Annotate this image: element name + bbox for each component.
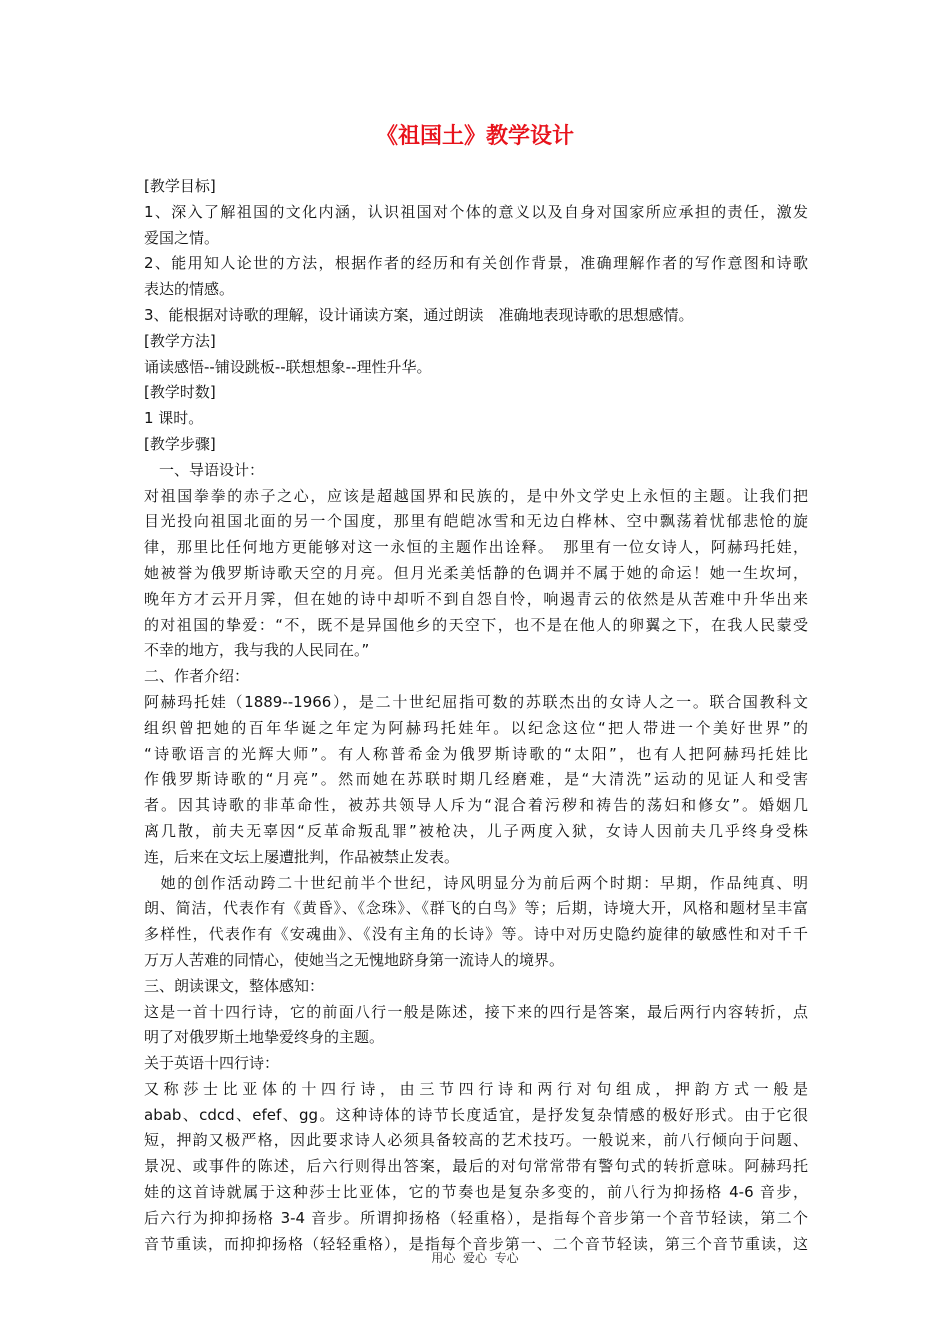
text-line: 不幸的地方，我与我的人民同在。” — [144, 641, 370, 660]
text-line: 娃的这首诗就属于这种莎士比亚体，它的节奏也是复杂多变的，前八行为抑扬格 4-6 音步， — [144, 1183, 808, 1202]
text-line: 万万人苦难的同情心，使她当之无愧地跻身第一流诗人的境界。 — [144, 950, 565, 969]
text-line: 短，押韵又极严格，因此要求诗人必须具备较高的艺术技巧。一般说来，前八行倾向于问题、 — [144, 1131, 808, 1150]
text-line: 明了对俄罗斯土地挚爱终身的主题。 — [144, 1028, 385, 1047]
text-line: 爱国之情。 — [144, 228, 220, 247]
text-line: [教学目标] — [144, 177, 216, 195]
text-line: 3、能根据对诗歌的理解，设计诵读方案，通过朗读 准确地表现诗歌的思想感情。 — [144, 305, 694, 324]
text-line: 这是一首十四行诗，它的前面八行一般是陈述，接下来的四行是答案，最后两行内容转折，点 — [144, 1002, 808, 1021]
document-title: 《祖国土》教学设计 — [375, 124, 574, 149]
text-line: 多样性，代表作有《安魂曲》、《没有主角的长诗》等。诗中对历史隐约旋律的敏感性和对千千 — [144, 925, 808, 944]
text-line: 朗、简洁，代表作有《黄昏》、《念珠》、《群飞的白鸟》等；后期，诗境大开，风格和题材呈丰富 — [144, 899, 808, 918]
page-footer: 用心 爱心 专心 — [431, 1251, 519, 1265]
text-line: 三、朗读课文，整体感知： — [144, 976, 325, 995]
text-line: “诗歌语言的光辉大师”。有人称普希金为俄罗斯诗歌的“太阳”，也有人把阿赫玛托娃比 — [144, 744, 808, 763]
text-line: 阿赫玛托娃（1889--1966），是二十世纪屈指可数的苏联杰出的女诗人之一。联合国教科文 — [144, 692, 808, 711]
text-line: 1、深入了解祖国的文化内涵，认识祖国对个体的意义以及自身对国家所应承担的责任，激发 — [144, 202, 808, 221]
text-line: 晚年方才云开月霁，但在她的诗中却听不到自怨自怜，响遏青云的依然是从苦难中升华出来 — [144, 589, 808, 608]
text-line: 1 课时。 — [144, 409, 204, 428]
text-line: 者。因其诗歌的非革命性，被苏共领导人斥为“混合着污秽和祷告的荡妇和修女”。婚姻几 — [144, 796, 808, 815]
text-line: 律，那里比任何地方更能够对这一永恒的主题作出诠释。 那里有一位女诗人，阿赫玛托娃， — [144, 538, 808, 557]
text-line: 的对祖国的挚爱：“不，既不是异国他乡的天空下，也不是在他人的卵翼之下，在我人民蒙受 — [144, 615, 808, 634]
text-line: 目光投向祖国北面的另一个国度，那里有皑皑冰雪和无边白桦林、空中飘荡着忧郁悲怆的旋 — [144, 512, 808, 531]
text-line: 景况、或事件的陈述，后六行则得出答案，最后的对句常常带有警句式的转折意味。阿赫玛托 — [144, 1157, 808, 1176]
text-line: 离几散，前夫无辜因“反革命叛乱罪”被枪决，儿子两度入狱，女诗人因前夫几乎终身受株 — [144, 821, 808, 840]
text-line: 表达的情感。 — [144, 280, 235, 299]
text-line: [教学方法] — [144, 331, 216, 350]
text-line: 她的创作活动跨二十世纪前半个世纪，诗风明显分为前后两个时期：早期，作品纯真、明 — [144, 873, 808, 892]
text-line: 作俄罗斯诗歌的“月亮”。然而她在苏联时期几经磨难，是“大清洗”运动的见证人和受害 — [144, 770, 808, 789]
text-line: 连，后来在文坛上屡遭批判，作品被禁止发表。 — [144, 847, 460, 866]
text-line: 2、能用知人论世的方法，根据作者的经历和有关创作背景，准确理解作者的写作意图和诗歌 — [144, 254, 808, 273]
text-line: 后六行为抑抑扬格 3-4 音步。所谓抑扬格（轻重格），是指每个音步第一个音节轻读，第二个 — [144, 1208, 808, 1227]
text-line: 关于英语十四行诗： — [144, 1054, 280, 1073]
text-line: abab、cdcd、efef、gg。这种诗体的诗节长度适宜，是抒发复杂情感的极好形式。由于它很 — [144, 1105, 808, 1124]
text-line: 她被誉为俄罗斯诗歌天空的月亮。但月光柔美恬静的色调并不属于她的命运！她一生坎坷， — [144, 563, 808, 582]
document-body — [144, 174, 808, 1257]
text-line: 对祖国拳拳的赤子之心，应该是超越国界和民族的，是中外文学史上永恒的主题。让我们把 — [144, 486, 808, 505]
text-line: 音节重读，而抑抑扬格（轻轻重格），是指每个音步第一、二个音节轻读，第三个音节重读，这 — [144, 1234, 808, 1253]
text-line: 诵读感悟--铺设跳板--联想想象--理性升华。 — [144, 357, 432, 376]
text-line: 又称莎士比亚体的十四行诗，由三节四行诗和两行对句组成，押韵方式一般是 — [144, 1079, 808, 1098]
text-line: [教学时数] — [144, 383, 216, 402]
text-line: [教学步骤] — [144, 434, 216, 453]
text-line: 组织曾把她的百年华诞之年定为阿赫玛托娃年。以纪念这位“把人带进一个美好世界”的 — [144, 718, 808, 737]
text-line: 二、作者介绍： — [144, 667, 250, 686]
text-line: 一、导语设计： — [144, 460, 265, 479]
